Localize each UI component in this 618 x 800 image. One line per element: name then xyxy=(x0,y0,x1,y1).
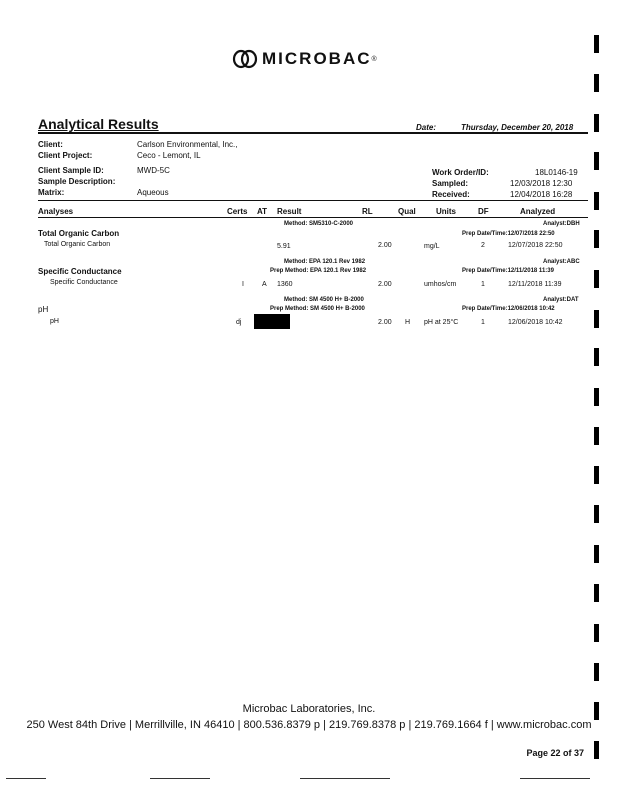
title-rule xyxy=(38,132,588,134)
scan-line xyxy=(520,778,590,779)
col-qual: Qual xyxy=(398,207,416,216)
brand-reg: ® xyxy=(371,55,377,63)
sc-row-result: 1360 xyxy=(277,281,293,288)
matrix-value: Aqueous xyxy=(137,188,169,197)
ph-row-rl: 2.00 xyxy=(378,319,392,326)
edge-mark xyxy=(594,310,599,328)
microbac-logo-icon xyxy=(232,48,258,70)
ph-analyst: Analyst:DAT xyxy=(543,297,579,303)
ph-prep-method: Prep Method: SM 4500 H+ B-2000 xyxy=(270,306,365,312)
project-label: Client Project: xyxy=(38,151,93,160)
sc-row-name: Specific Conductance xyxy=(50,279,118,286)
sc-row-rl: 2.00 xyxy=(378,281,392,288)
sc-analyst: Analyst:ABC xyxy=(543,259,580,265)
col-units: Units xyxy=(436,207,456,216)
col-analyzed: Analyzed xyxy=(520,207,556,216)
description-label: Sample Description: xyxy=(38,177,116,186)
ph-row-certs: dj xyxy=(236,319,242,326)
edge-mark xyxy=(594,702,599,720)
ph-row-name: pH xyxy=(50,318,59,325)
edge-mark xyxy=(594,741,599,759)
toc-row-name: Total Organic Carbon xyxy=(44,241,111,248)
edge-mark xyxy=(594,152,599,170)
sample-id-label: Client Sample ID: xyxy=(38,166,104,175)
edge-mark xyxy=(594,35,599,53)
client-label: Client: xyxy=(38,140,63,149)
footer-address: 250 West 84th Drive | Merrillville, IN 46410 | 800.536.8379 p | 219.769.8378 p | 219.769.1664 f | www.microbac.com xyxy=(26,719,592,731)
edge-mark xyxy=(594,74,599,92)
work-order-label: Work Order/ID: xyxy=(432,168,489,177)
edge-mark xyxy=(594,505,599,523)
sc-row-units: umhos/cm xyxy=(424,281,457,288)
ph-prep: Prep Date/Time:12/06/2018 10:42 xyxy=(462,306,555,312)
edge-mark xyxy=(594,192,599,210)
ph-row-analyzed: 12/06/2018 10:42 xyxy=(508,319,563,326)
matrix-label: Matrix: xyxy=(38,188,65,197)
edge-mark xyxy=(594,545,599,563)
brand-name: MICROBAC xyxy=(262,49,372,68)
ph-row-qual: H xyxy=(405,319,411,326)
sampled-value: 12/03/2018 12:30 xyxy=(510,179,573,188)
toc-prep: Prep Date/Time:12/07/2018 22:50 xyxy=(462,231,555,237)
sc-row-df: 1 xyxy=(481,281,485,288)
edge-mark xyxy=(594,466,599,484)
work-order-value: 18L0146-19 xyxy=(535,168,578,177)
microbac-logo xyxy=(232,48,377,70)
col-rl: RL xyxy=(362,207,373,216)
footer-company: Microbac Laboratories, Inc. xyxy=(242,703,376,715)
ph-row-units: pH at 25°C xyxy=(424,319,459,326)
sample-id-value: MWD-5C xyxy=(137,166,170,175)
edge-mark xyxy=(594,270,599,288)
sc-row-at: A xyxy=(262,281,267,288)
edge-mark xyxy=(594,388,599,406)
received-label: Received: xyxy=(432,190,470,199)
edge-mark xyxy=(594,114,599,132)
received-value: 12/04/2018 16:28 xyxy=(510,190,573,199)
info-rule xyxy=(38,200,588,201)
col-result: Result xyxy=(277,207,302,216)
date-value: Thursday, December 20, 2018 xyxy=(461,123,574,132)
sc-row-certs: I xyxy=(242,281,244,288)
toc-row-result: 5.91 xyxy=(277,243,291,250)
sc-prep-method: Prep Method: EPA 120.1 Rev 1982 xyxy=(270,268,367,274)
edge-mark xyxy=(594,427,599,445)
col-df: DF xyxy=(478,207,489,216)
date-label: Date: xyxy=(416,123,437,132)
edge-mark xyxy=(594,348,599,366)
header-rule xyxy=(38,217,588,218)
edge-mark xyxy=(594,584,599,602)
toc-row-units: mg/L xyxy=(424,243,440,250)
col-at: AT xyxy=(257,207,268,216)
sc-row-analyzed: 12/11/2018 11:39 xyxy=(508,281,562,288)
page-title: Analytical Results xyxy=(38,116,159,132)
edge-mark xyxy=(594,230,599,248)
sampled-label: Sampled: xyxy=(432,179,469,188)
ph-group: pH xyxy=(38,305,49,314)
sc-group: Specific Conductance xyxy=(38,267,122,276)
toc-method: Method: SM5310-C-2000 xyxy=(284,221,354,227)
ph-row-df: 1 xyxy=(481,319,485,326)
col-certs: Certs xyxy=(227,207,248,216)
toc-group: Total Organic Carbon xyxy=(38,229,120,238)
toc-analyst: Analyst:DBH xyxy=(543,221,580,227)
edge-mark xyxy=(594,663,599,681)
project-value: Ceco - Lemont, IL xyxy=(137,151,201,160)
client-value: Carlson Environmental, Inc., xyxy=(137,140,238,149)
col-analyses: Analyses xyxy=(38,207,74,216)
edge-mark xyxy=(594,624,599,642)
sc-method: Method: EPA 120.1 Rev 1982 xyxy=(284,259,366,265)
sc-prep: Prep Date/Time:12/11/2018 11:39 xyxy=(462,268,554,274)
redacted-result xyxy=(254,314,290,329)
toc-row-df: 2 xyxy=(481,242,485,249)
toc-row-rl: 2.00 xyxy=(378,242,392,249)
scan-line xyxy=(150,778,210,779)
toc-row-analyzed: 12/07/2018 22:50 xyxy=(508,242,563,249)
page-number: Page 22 of 37 xyxy=(526,748,584,758)
scan-line xyxy=(6,778,46,779)
scan-line xyxy=(300,778,390,779)
ph-method: Method: SM 4500 H+ B-2000 xyxy=(284,297,364,303)
